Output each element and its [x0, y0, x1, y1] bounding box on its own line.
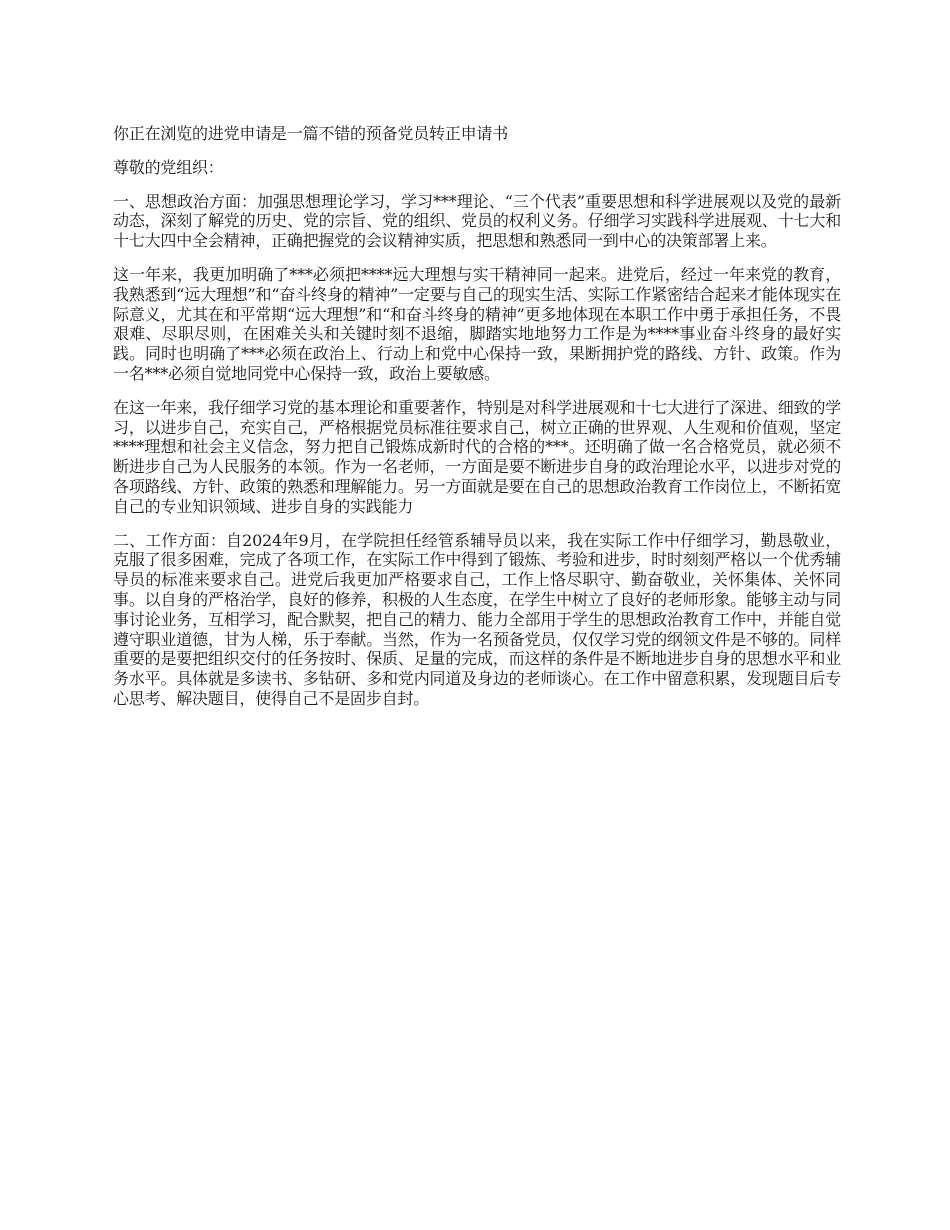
paragraph-political: 一、思想政治方面：加强思想理论学习，学习***理论、“三个代表”重要思想和科学进展观以及党的最新动态，深刻了解党的历史、党的宗旨、党的组织、党员的权利义务。仔细学习实践科学进展观、十七大和十七大四中全会精神，正确把握党的会议精神实质，把思想和熟悉同一到中心的决策部署上来。 — [113, 191, 841, 251]
document-body — [113, 124, 841, 723]
paragraph-study: 在这一年来，我仔细学习党的基本理论和重要著作，特别是对科学进展观和十七大进行了深进、细致的学习，以进步自己，充实自己，严格根据党员标准往要求自己，树立正确的世界观、人生观和价值观，坚定****理想和社会主义信念，努力把自己锻炼成新时代的合格的***。还明确了做一名合格党员，就必须不断进步自己为人民服务的本领。作为一名老师，一方面是要不断进步自身的政治理论水平，以进步对党的各项路线、方针、政策的熟悉和理解能力。另一方面就是要在自己的思想政治教育工作岗位上，不断拓宽自己的专业知识领域、进步自身的实践能力 — [113, 397, 841, 516]
paragraph-work: 二、工作方面：自2024年9月，在学院担任经管系辅导员以来，我在实际工作中仔细学习，勤恳敬业，克服了很多困难，完成了各项工作，在实际工作中得到了锻炼、考验和进步，时时刻刻严格以一个优秀辅导员的标准来要求自己。进党后我更加严格要求自己，工作上恪尽职守、勤奋敬业，关怀集体、关怀同事。以自身的严格治学，良好的修养，积极的人生态度，在学生中树立了良好的老师形象。能够主动与同事讨论业务，互相学习，配合默契，把自己的精力、能力全部用于学生的思想政治教育工作中，并能自觉遵守职业道德，甘为人梯，乐于奉献。当然，作为一名预备党员，仅仅学习党的纲领文件是不够的。同样重要的是要把组织交付的任务按时、保质、足量的完成，而这样的条件是不断地进步自身的思想水平和业务水平。具体就是多读书、多钻研、多和党内同道及身边的老师谈心。在工作中留意积累，发现题目后专心思考、解决题目，使得自己不是固步自封。 — [113, 530, 841, 708]
document-title: 你正在浏览的进党申请是一篇不错的预备党员转正申请书 — [113, 124, 509, 143]
salutation: 尊敬的党组织： — [113, 157, 224, 177]
paragraph-ideals: 这一年来，我更加明确了***必须把****远大理想与实干精神同一起来。进党后，经过一年来党的教育，我熟悉到“远大理想”和“奋斗终身的精神”一定要与自己的现实生活、实际工作紧密结合起来才能体现实在际意义，尤其在和平常期“远大理想”和“和奋斗终身的精神”更多地体现在本职工作中勇于承担任务，不畏艰难、尽职尽则，在困难关头和关键时刻不退缩，脚踏实地地努力工作是为****事业奋斗终身的最好实践。同时也明确了***必须在政治上、行动上和党中心保持一致，果断拥护党的路线、方针、政策。作为一名***必须自觉地同党中心保持一致，政治上要敏感。 — [113, 264, 841, 383]
